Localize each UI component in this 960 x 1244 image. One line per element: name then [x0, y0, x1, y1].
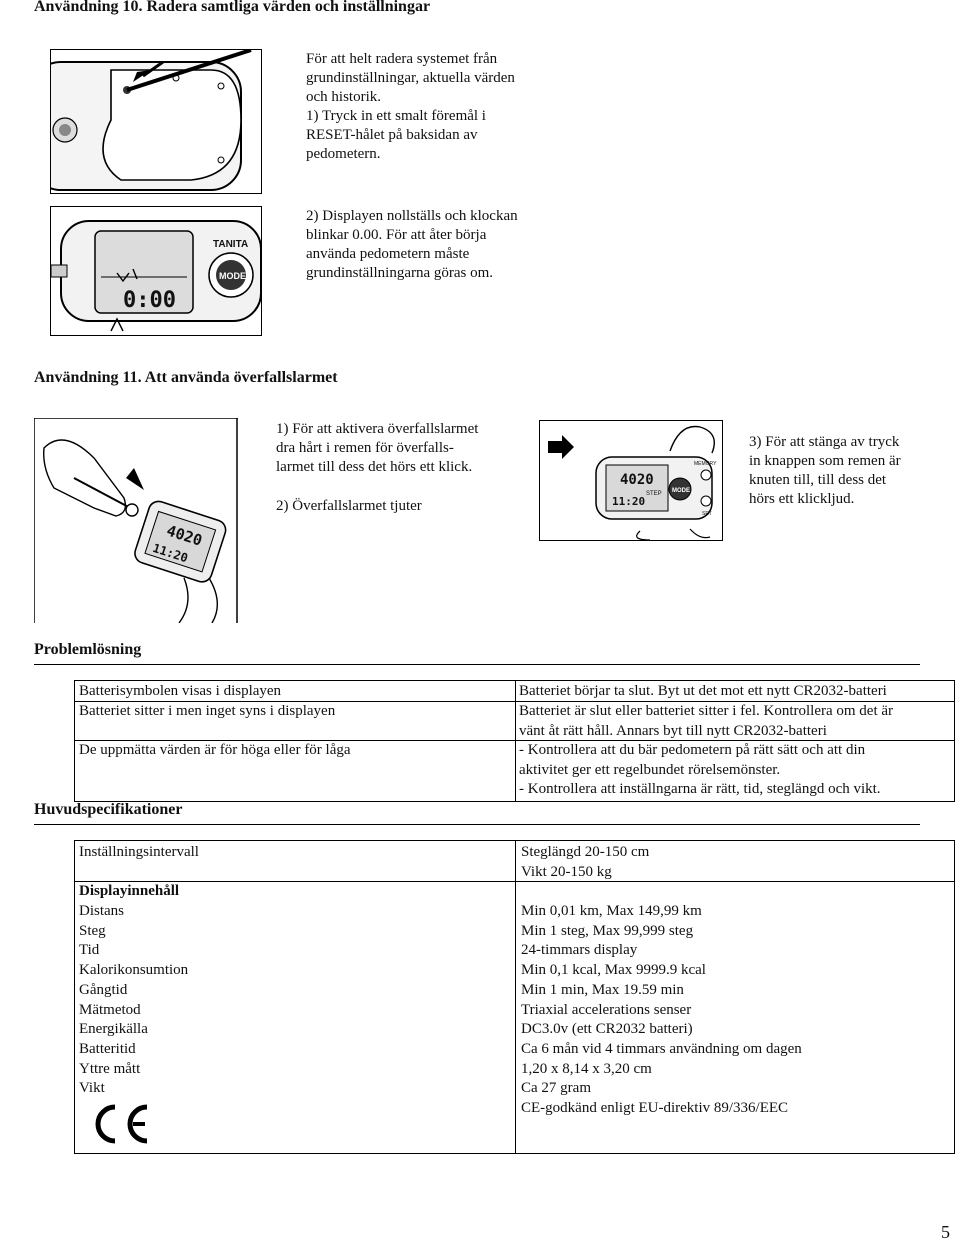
spec-value: Triaxial accelerations senser	[521, 1001, 692, 1018]
spec-label: Batteritid	[79, 1040, 136, 1057]
text-line: använda pedometern måste	[306, 246, 470, 262]
text-line: - Kontrollera att inställngarna är rätt, tid, steglängd och vikt.	[519, 781, 881, 798]
text-line: vänt åt rätt håll. Annars byt till nytt CR2032-batteri	[519, 722, 827, 739]
spec-values	[521, 902, 802, 1119]
text-line: in knappen som remen är	[749, 453, 901, 469]
spec-label: Kalorikonsumtion	[79, 962, 189, 979]
text-line: hörs ett klickljud.	[749, 491, 855, 507]
ce-mark-icon	[89, 1103, 151, 1145]
text-line: RESET-hålet på baksidan av	[306, 127, 478, 143]
section-11-text-2: 2) Överfallslarmet tjuter	[276, 498, 422, 514]
problem-cell: Batterisymbolen visas i displayen	[79, 683, 282, 699]
spec-label: Tid	[79, 942, 100, 959]
step-unit-label: STEP	[646, 491, 662, 497]
memory-label: MEMORY	[694, 461, 717, 467]
section-11-heading: Användning 11. Att använda överfallslarmet	[34, 369, 338, 386]
page-number: 5	[941, 1222, 950, 1242]
time-reading: 11:20	[150, 540, 190, 566]
text-line: 3) För att stänga av tryck	[749, 434, 900, 450]
spec-label: Steg	[79, 922, 106, 939]
display-reset-figure	[50, 206, 262, 336]
spec-value: Min 1 min, Max 19.59 min	[521, 981, 684, 998]
spec-label: Vikt	[79, 1080, 105, 1097]
text-line: För att helt radera systemet från	[306, 51, 498, 67]
section-11-text-1	[276, 420, 478, 477]
settings-values	[521, 843, 649, 882]
ce-approval-text: CE-godkänd enligt EU-direktiv 89/336/EEC	[521, 1100, 789, 1117]
spec-label: Mätmetod	[79, 1001, 141, 1018]
alarm-pull-figure	[34, 418, 238, 623]
problem-heading: Problemlösning	[34, 641, 142, 658]
spec-labels	[79, 902, 188, 1099]
solution-cell	[519, 702, 893, 741]
text-line: grundinställningar, aktuella värden	[306, 70, 515, 86]
spec-label: Gångtid	[79, 981, 128, 998]
brand-label: TANITA	[213, 239, 249, 250]
spec-value: Min 0,01 km, Max 149,99 km	[521, 903, 702, 919]
spec-label: Yttre mått	[79, 1060, 141, 1077]
specs-table	[74, 840, 955, 1154]
spec-value: DC3.0v (ett CR2032 batteri)	[521, 1021, 693, 1038]
text-line: blinkar 0.00. För att åter börja	[306, 227, 487, 243]
spec-value: 24-timmars display	[521, 942, 638, 959]
text-line: 2) Displayen nollställs och klockan	[306, 208, 518, 224]
section-10-heading: Användning 10. Radera samtliga värden och inställningar	[34, 0, 431, 15]
settings-label: Inställningsintervall	[79, 844, 199, 860]
text-line: larmet till dess det hörs ett klick.	[276, 459, 473, 475]
text-line: 1) Tryck in ett smalt föremål i	[306, 108, 486, 124]
time-reading-2: 11:20	[612, 495, 646, 508]
alarm-stop-figure	[539, 420, 723, 541]
steps-reading: 4020	[164, 521, 205, 550]
solution-cell	[519, 741, 881, 800]
section-10-text-2	[306, 207, 518, 283]
problem-table	[74, 680, 955, 802]
section-11-text-3	[749, 433, 901, 509]
specs-heading: Huvudspecifikationer	[34, 801, 183, 818]
text-line: knuten till, till dess det	[749, 472, 887, 488]
problem-cell: De uppmätta värden är för höga eller för låga	[79, 742, 351, 758]
mode-label-2: MODE	[672, 488, 690, 494]
text-line: Vikt 20-150 kg	[521, 863, 612, 880]
spec-value: Min 0,1 kcal, Max 9999.9 kcal	[521, 962, 706, 979]
reset-hole-figure	[50, 49, 262, 194]
solution-cell: Batteriet börjar ta slut. Byt ut det mot ett nytt CR2032-batteri	[519, 683, 887, 699]
steps-reading-2: 4020	[620, 472, 654, 488]
text-line: pedometern.	[306, 146, 381, 162]
text-line: dra hårt i remen för överfalls-	[276, 440, 454, 456]
table-row-divider	[75, 881, 954, 882]
spec-value: Ca 6 mån vid 4 timmars användning om dagen	[521, 1040, 802, 1057]
mode-label: MODE	[219, 271, 246, 281]
spec-value: Ca 27 gram	[521, 1080, 591, 1097]
text-line: Steglängd 20-150 cm	[521, 844, 650, 860]
spec-value: 1,20 x 8,14 x 3,20 cm	[521, 1060, 652, 1077]
text-line: 1) För att aktivera överfallslarmet	[276, 421, 479, 437]
display-reading: 0:00	[123, 288, 176, 313]
text-line: och historik.	[306, 89, 381, 105]
specs-divider	[34, 824, 920, 825]
spec-label: Distans	[79, 903, 124, 919]
display-content-header: Displayinnehåll	[79, 883, 180, 899]
spec-label: Energikälla	[79, 1021, 148, 1038]
text-line: - Kontrollera att du bär pedometern på rätt sätt och att din	[519, 742, 866, 758]
text-line: grundinställningarna göras om.	[306, 265, 494, 281]
set-label: SET	[702, 511, 712, 517]
section-10-text-1	[306, 50, 515, 164]
table-column-divider	[515, 681, 516, 801]
text-line: aktivitet ger ett regelbundet rörelsemönster.	[519, 761, 781, 778]
spec-value: Min 1 steg, Max 99,999 steg	[521, 922, 694, 939]
table-column-divider	[515, 841, 516, 1153]
problem-cell: Batteriet sitter i men inget syns i displayen	[79, 703, 336, 719]
text-line: Batteriet är slut eller batteriet sitter i fel. Kontrollera om det är	[519, 703, 894, 719]
problem-divider	[34, 664, 920, 665]
